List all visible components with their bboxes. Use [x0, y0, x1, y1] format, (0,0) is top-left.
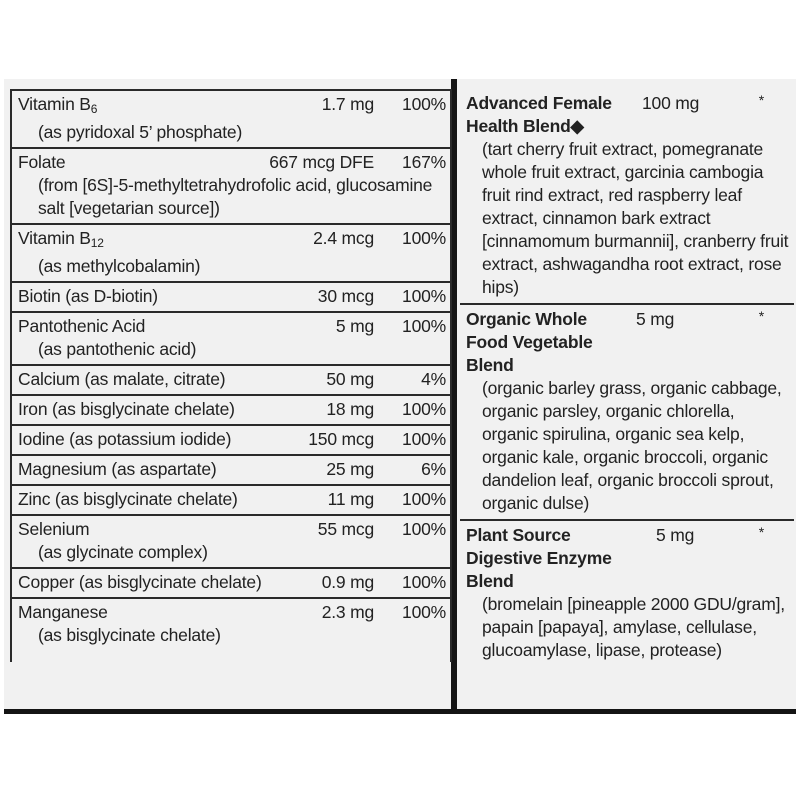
- nutrient-row-calcium: [12, 366, 450, 396]
- nutrient-row-pantothenic-acid: [12, 313, 450, 366]
- nutrient-row-zinc: [12, 486, 450, 516]
- nutrient-row-selenium: [12, 516, 450, 569]
- nutrient-name: Iron (as bisglycinate chelate): [18, 399, 235, 419]
- blend-title: Organic Whole Food Vegetable Blend: [466, 309, 593, 375]
- nutrient-amount: 5 mg: [335, 316, 374, 336]
- nutrient-row-manganese: [12, 599, 450, 662]
- nutrient-name: Calcium (as malate, citrate): [18, 369, 226, 389]
- nutrient-amount: 2.3 mg: [321, 602, 374, 622]
- supplement-facts-panel: [4, 79, 796, 714]
- nutrient-daily-value: 100%: [402, 602, 446, 622]
- nutrient-detail: (as bisglycinate chelate): [38, 625, 221, 645]
- nutrient-detail: (as glycinate complex): [38, 542, 208, 562]
- nutrient-amount: 30 mcg: [317, 286, 374, 306]
- nutrient-amount: 55 mcg: [317, 519, 374, 539]
- nutrient-name: Vitamin $B_6$: [18, 94, 98, 116]
- nutrient-daily-value: 100%: [402, 429, 446, 449]
- blend-plant-source-digestive-enzyme: [460, 519, 794, 666]
- blend-daily-value: *: [758, 92, 764, 108]
- nutrient-name: Zinc (as bisglycinate chelate): [18, 489, 238, 509]
- nutrient-row-folate: [12, 149, 450, 225]
- blend-ingredients: (tart cherry fruit extract, pomegranate whole fruit extract, garcinia cambogia fruit rind extract, red raspberry leaf extract, cinnamon bark extract [cinnamomum burmannii], cranberry fruit extract, ashwagandha root extract, rose hips): [482, 139, 789, 297]
- nutrient-daily-value: 100%: [402, 228, 446, 248]
- nutrient-row-vitamin-b12: [12, 225, 450, 283]
- nutrient-detail: (as pyridoxal 5’ phosphate): [38, 122, 243, 142]
- nutrient-row-biotin: [12, 283, 450, 313]
- nutrient-daily-value: 100%: [402, 572, 446, 592]
- blend-daily-value: *: [758, 308, 764, 324]
- nutrient-name: Manganese: [18, 602, 108, 622]
- nutrient-amount: 11 mg: [327, 489, 374, 509]
- nutrient-daily-value: 100%: [402, 94, 446, 114]
- nutrient-row-copper: [12, 569, 450, 599]
- blend-daily-value: *: [758, 524, 764, 540]
- nutrient-row-magnesium: [12, 456, 450, 486]
- blend-amount: 5 mg: [636, 309, 675, 329]
- nutrient-row-iron: [12, 396, 450, 426]
- blend-title: Plant Source Digestive Enzyme Blend: [466, 525, 612, 591]
- nutrient-row-vitamin-b6: [12, 91, 450, 149]
- nutrient-name: Copper (as bisglycinate chelate): [18, 572, 262, 592]
- blend-ingredients: (bromelain [pineapple 2000 GDU/gram], papain [papaya], amylase, cellulase, glucoamylase, lipase, protease): [482, 594, 785, 660]
- nutrient-amount: 25 mg: [326, 459, 374, 479]
- nutrient-amount: 1.7 mg: [321, 94, 374, 114]
- nutrient-daily-value: 6%: [421, 459, 446, 479]
- nutrient-detail: (from [6S]-5-methyltetrahydrofolic acid, glucosamine salt [vegetarian source]): [38, 175, 433, 218]
- nutrient-amount: 667 mcg DFE: [269, 152, 374, 172]
- blend-ingredients: (organic barley grass, organic cabbage, organic parsley, organic chlorella, organic spirulina, organic sea kelp, organic kale, organic broccoli, organic dandelion leaf, organic broccoli sprout, organic dulse): [482, 378, 782, 513]
- nutrient-amount: 150 mcg: [308, 429, 374, 449]
- nutrient-daily-value: 100%: [402, 316, 446, 336]
- blend-advanced-female-health: [460, 89, 794, 303]
- nutrient-name: Biotin (as D-biotin): [18, 286, 158, 306]
- nutrient-table: [10, 89, 452, 662]
- nutrient-name: Folate: [18, 152, 66, 172]
- nutrient-daily-value: 100%: [402, 489, 446, 509]
- nutrient-amount: 0.9 mg: [321, 572, 374, 592]
- blend-organic-whole-food-vegetable: [460, 303, 794, 519]
- nutrient-daily-value: 100%: [402, 519, 446, 539]
- nutrient-detail: (as pantothenic acid): [38, 339, 197, 359]
- nutrient-amount: 50 mg: [326, 369, 374, 389]
- nutrient-row-iodine: [12, 426, 450, 456]
- nutrient-amount: 2.4 mcg: [313, 228, 374, 248]
- nutrient-amount: 18 mg: [326, 399, 374, 419]
- nutrient-daily-value: 100%: [402, 399, 446, 419]
- nutrient-name: Iodine (as potassium iodide): [18, 429, 232, 449]
- nutrient-name: Pantothenic Acid: [18, 316, 146, 336]
- nutrient-detail: (as methylcobalamin): [38, 256, 201, 276]
- nutrient-daily-value: 100%: [402, 286, 446, 306]
- blend-title: Advanced Female Health Blend◆: [466, 93, 612, 136]
- blend-amount: 100 mg: [642, 93, 700, 113]
- nutrient-name: Magnesium (as aspartate): [18, 459, 217, 479]
- blend-amount: 5 mg: [656, 525, 695, 545]
- nutrient-name: Selenium: [18, 519, 90, 539]
- blend-list: [460, 89, 794, 666]
- nutrient-daily-value: 4%: [421, 369, 446, 389]
- nutrient-daily-value: 167%: [402, 152, 446, 172]
- nutrient-name: Vitamin $B_{12}$: [18, 228, 104, 250]
